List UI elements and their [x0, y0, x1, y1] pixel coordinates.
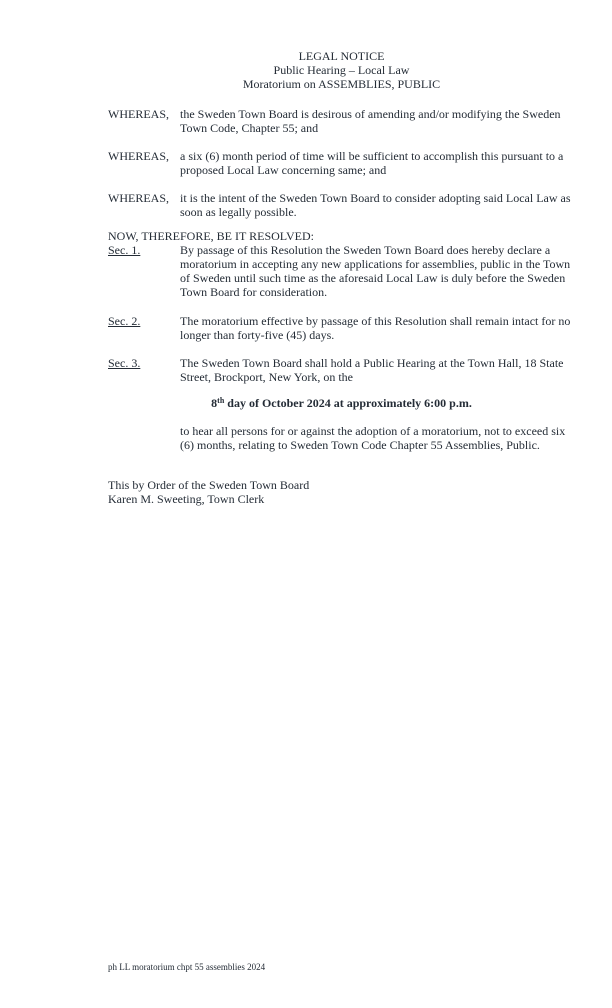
section-3 — [108, 356, 575, 384]
header-line-legal-notice: LEGAL NOTICE — [298, 49, 385, 63]
whereas-text-2: a six (6) month period of time will be sufficient to accomplish this pursuant to a proposed Local Law concerning same; and — [180, 149, 564, 177]
whereas-text-3: it is the intent of the Sweden Town Board to consider adopting said Local Law as soon as legally possible. — [180, 191, 571, 219]
whereas-clause-3 — [108, 191, 575, 219]
section-3-label: Sec. 3. — [108, 356, 141, 370]
order-line: This by Order of the Sweden Town Board — [108, 478, 310, 492]
whereas-clause-2 — [108, 149, 575, 177]
whereas-clause-1 — [108, 107, 575, 135]
resolved-heading: NOW, THEREFORE, BE IT RESOLVED: — [108, 229, 315, 243]
section-3-text: The Sweden Town Board shall hold a Public Hearing at the Town Hall, 18 State Street, Brockport, New York, on the — [180, 356, 564, 384]
header-line-moratorium: Moratorium on ASSEMBLIES, PUBLIC — [242, 77, 441, 91]
closing-block — [108, 478, 575, 506]
whereas-text-1: the Sweden Town Board is desirous of amending and/or modifying the Sweden Town Code, Chapter 55; and — [180, 107, 561, 135]
hearing-datetime-rest: day of October 2024 at approximately 6:00 p.m. — [224, 396, 472, 410]
section-2-text: The moratorium effective by passage of this Resolution shall remain intact for no longer than forty-five (45) days. — [180, 314, 571, 342]
document-header — [108, 49, 575, 91]
section-1-text: By passage of this Resolution the Sweden Town Board does hereby declare a moratorium in accepting any new applications for assemblies, public in the Town of Sweden until such time as the aforesaid Local Law is duly before the Sweden Town Board for consideration. — [180, 243, 571, 299]
clerk-signature-line: Karen M. Sweeting, Town Clerk — [108, 492, 265, 506]
hearing-purpose-paragraph — [108, 424, 575, 452]
section-2-label: Sec. 2. — [108, 314, 141, 328]
section-1-label: Sec. 1. — [108, 243, 141, 257]
whereas-label-1: WHEREAS, — [108, 107, 169, 121]
header-line-public-hearing: Public Hearing – Local Law — [273, 63, 410, 77]
hearing-purpose-text: to hear all persons for or against the adoption of a moratorium, not to exceed six (6) months, relating to Sweden Town Code Chapter 55 Assemblies, Public. — [180, 424, 566, 452]
hearing-day: 8 — [211, 396, 218, 410]
whereas-label-2: WHEREAS, — [108, 149, 169, 163]
section-2 — [108, 314, 575, 342]
section-1 — [108, 243, 575, 299]
hearing-day-ordinal: th — [217, 396, 225, 405]
whereas-label-3: WHEREAS, — [108, 191, 169, 205]
footer-filename-note: ph LL moratorium chpt 55 assemblies 2024 — [108, 962, 266, 972]
hearing-datetime — [108, 396, 575, 410]
